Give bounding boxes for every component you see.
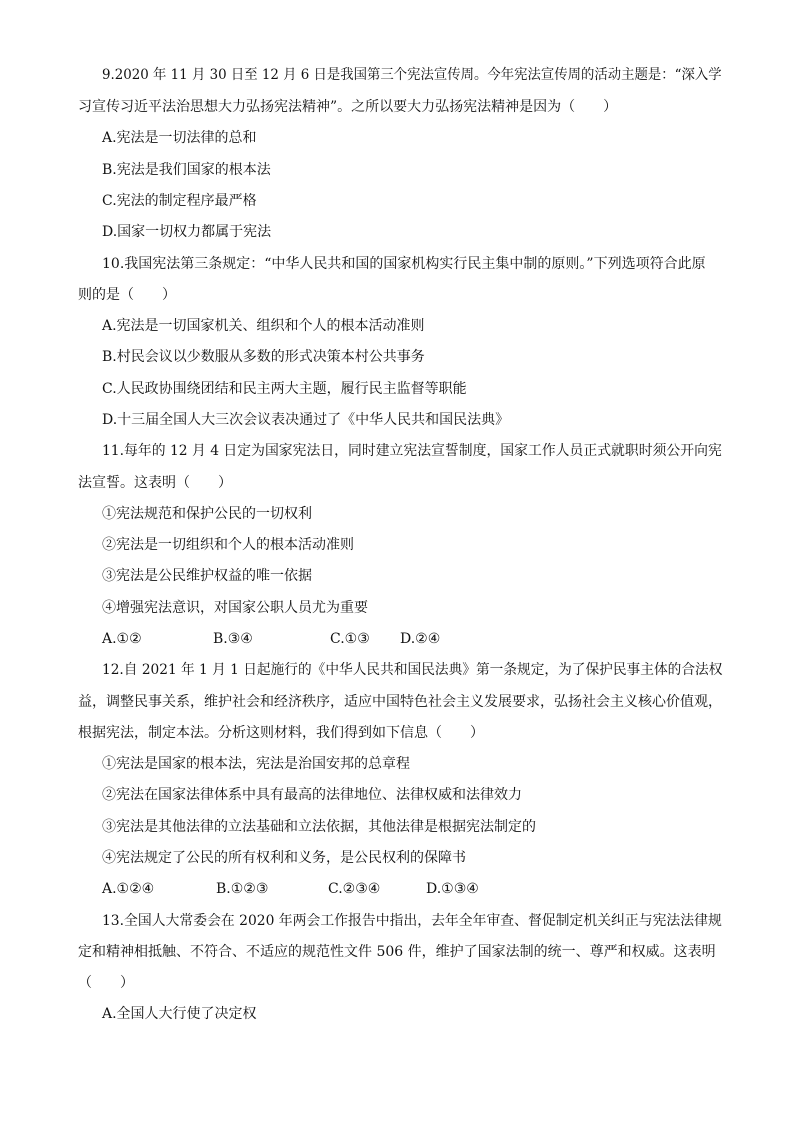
- q9-stem-line2: 习宣传习近平法治思想大力弘扬宪法精神”。之所以要大力弘扬宪法精神是因为（ ）: [78, 99, 618, 115]
- q11-statement-2: ②宪法是一切组织和个人的根本活动准则: [102, 537, 354, 553]
- q11-choice-d: D.②④: [400, 631, 441, 647]
- q9-option-c: C.宪法的制定程序最严格: [102, 193, 257, 209]
- q9-stem-line1: 9.2020 年 11 月 30 日至 12 月 6 日是我国第三个宪法宣传周。今年宪法宣传周的活动主题是：“深入学: [102, 67, 722, 83]
- q10-option-a: A.宪法是一切国家机关、组织和个人的根本活动准则: [102, 318, 425, 334]
- q12-stem-line3: 根据宪法，制定本法。分析这则材料，我们得到如下信息（ ）: [78, 725, 484, 741]
- q9-option-a: A.宪法是一切法律的总和: [102, 130, 257, 146]
- q12-statement-1: ①宪法是国家的根本法，宪法是治国安邦的总章程: [102, 756, 410, 772]
- q10-option-b: B.村民会议以少数服从多数的形式决策本村公共事务: [102, 349, 425, 365]
- q11-choices: [102, 630, 440, 648]
- q12-statement-3: ③宪法是其他法律的立法基础和立法依据，其他法律是根据宪法制定的: [102, 819, 536, 835]
- q11-stem-line1: 11.每年的 12 月 4 日定为国家宪法日，同时建立宪法宣誓制度，国家工作人员正式就职时须公开向宪: [102, 443, 722, 459]
- q10-stem-line1: 10.我国宪法第三条规定：“中华人民共和国的国家机构实行民主集中制的原则。”下列选项符合此原: [102, 256, 706, 272]
- q12-stem-line2: 益，调整民事关系，维护社会和经济秩序，适应中国特色社会主义发展要求，弘扬社会主义核心价值观，: [78, 694, 722, 710]
- q9-option-d: D.国家一切权力都属于宪法: [102, 224, 272, 240]
- q11-choice-a: A.①②: [102, 631, 142, 647]
- q11-stem-line2: 法宣誓。这表明（ ）: [78, 475, 232, 491]
- q13-stem-line2: 定和精神相抵触、不符合、不适应的规范性文件 506 件，维护了国家法制的统一、尊严和权威。这表明: [78, 944, 716, 960]
- q11-choice-c: C.①③: [330, 631, 370, 647]
- q13-stem-line1: 13.全国人大常委会在 2020 年两会工作报告中指出，去年全年审查、督促制定机关纠正与宪法法律规: [102, 913, 722, 929]
- q10-option-d: D.十三届全国人大三次会议表决通过了《中华人民共和国民法典》: [102, 412, 510, 428]
- q10-stem-line2: 则的是（ ）: [78, 287, 176, 303]
- q11-statement-1: ①宪法规范和保护公民的一切权利: [102, 506, 312, 522]
- q12-stem-line1: 12.自 2021 年 1 月 1 日起施行的《中华人民共和国民法典》第一条规定，为了保护民事主体的合法权: [102, 662, 723, 678]
- q11-statement-3: ③宪法是公民维护权益的唯一依据: [102, 568, 312, 584]
- q11-statement-4: ④增强宪法意识，对国家公职人员尤为重要: [102, 600, 368, 616]
- q11-choice-b: B.③④: [213, 631, 253, 647]
- q12-statement-2: ②宪法在国家法律体系中具有最高的法律地位、法律权威和法律效力: [102, 787, 522, 803]
- q13-stem-line3: （ ）: [78, 975, 134, 991]
- q12-choice-a: A.①②④: [102, 881, 155, 897]
- q12-choice-d: D.①③④: [426, 881, 479, 897]
- q12-statement-4: ④宪法规定了公民的所有权利和义务，是公民权利的保障书: [102, 850, 466, 866]
- q9-option-b: B.宪法是我们国家的根本法: [102, 162, 271, 178]
- q12-choice-b: B.①②③: [216, 881, 269, 897]
- q12-choice-c: C.②③④: [328, 881, 381, 897]
- q12-choices: [102, 880, 479, 898]
- q13-option-a: A.全国人大行使了决定权: [102, 1006, 257, 1022]
- q10-option-c: C.人民政协围绕团结和民主两大主题，履行民主监督等职能: [102, 381, 467, 397]
